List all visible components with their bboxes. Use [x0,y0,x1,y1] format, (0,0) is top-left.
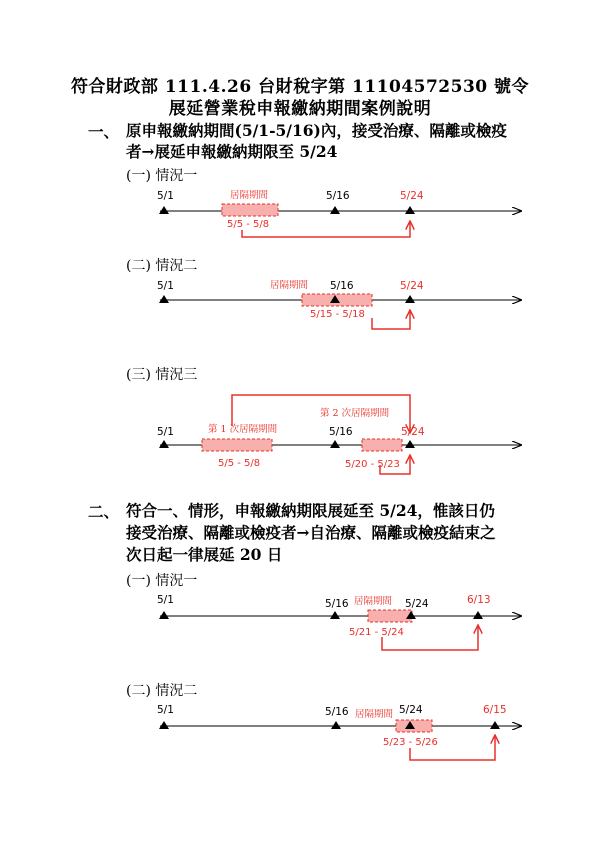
quarantine-bar-1 [202,439,272,451]
quarantine-range: 5/15 - 5/18 [310,309,365,320]
section2-line3: 次日起一律展延 20 日 [126,545,283,564]
quarantine-label-2: 第 2 次居隔期間 [320,408,390,419]
tick-marker [490,721,500,729]
case1-1-label: (一) 情況一 [126,168,198,184]
diagram-1-1 [157,189,521,237]
diagram-1-2 [157,279,521,329]
tick-label: 5/1 [157,190,174,202]
diagram-1-3 [157,395,521,474]
quarantine-range-1: 5/5 - 5/8 [218,458,261,469]
tick-label: 5/1 [157,280,174,292]
quarantine-bar-2 [362,439,402,451]
tick-marker [405,295,415,303]
tick-marker [330,440,340,448]
tick-label: 5/24 [405,598,429,610]
tick-label: 5/16 [329,426,353,438]
tick-marker [405,440,415,448]
tick-label: 5/24 [399,704,423,716]
section2-number: 二、 [88,502,120,521]
case1-2-label: (二) 情況二 [126,258,198,274]
case2-1-label: (一) 情況一 [126,573,198,589]
tick-label: 5/16 [330,280,354,292]
tick-marker [159,295,169,303]
quarantine-label-1: 第 1 次居隔期間 [208,424,278,435]
quarantine-label: 居隔期間 [354,596,393,607]
tick-marker [473,611,483,619]
quarantine-range: 5/23 - 5/26 [383,737,438,748]
doc-title-line2: 展延營業稅申報繳納期間案例說明 [168,99,432,119]
deadline-label: 5/24 [401,426,425,438]
quarantine-bar [222,204,278,216]
tick-label: 5/16 [326,190,350,202]
diagram-2-2 [157,704,521,760]
case1-3-label: (三) 情況三 [126,367,198,383]
quarantine-range-2: 5/20 - 5/23 [345,459,400,470]
quarantine-bar [368,610,412,622]
tick-label: 5/1 [157,594,174,606]
deadline-label: 5/24 [400,190,424,202]
quarantine-label: 居隔期間 [355,709,394,720]
quarantine-bar [396,720,432,732]
diagram-2-1 [157,594,521,650]
tick-label: 5/16 [325,706,349,718]
deadline-label: 6/13 [467,594,491,606]
deadline-label: 6/15 [483,704,507,716]
tick-label: 5/16 [325,598,349,610]
tick-marker [405,206,415,214]
doc-title-line1: 符合財政部 111.4.26 台財稅字第 11104572530 號令 [70,77,530,97]
case2-2-label: (二) 情況二 [126,683,198,699]
quarantine-label: 居隔期間 [270,280,309,291]
extension-arrow [372,311,410,329]
tick-marker [159,721,169,729]
section1-number: 一、 [88,122,120,141]
tick-marker [159,611,169,619]
section1-line1: 原申報繳納期間(5/1-5/16)內，接受治療、隔離或檢疫 [126,121,507,140]
tick-marker [331,721,341,729]
tick-label: 5/1 [157,426,174,438]
tick-marker [330,611,340,619]
quarantine-range: 5/21 - 5/24 [349,627,404,638]
quarantine-label: 居隔期間 [230,190,269,201]
quarantine-range: 5/5 - 5/8 [227,219,270,230]
section2-line1: 符合一、情形，申報繳納期限展延至 5/24，惟該日仍 [126,501,495,520]
tick-marker [330,206,340,214]
section2-line2: 接受治療、隔離或檢疫者→自治療、隔離或檢疫結束之 [126,523,496,542]
tick-marker [159,440,169,448]
tick-label: 5/1 [157,704,174,716]
section1-line2: 者→展延申報繳納期限至 5/24 [126,142,338,161]
tick-marker [159,206,169,214]
deadline-label: 5/24 [400,280,424,292]
